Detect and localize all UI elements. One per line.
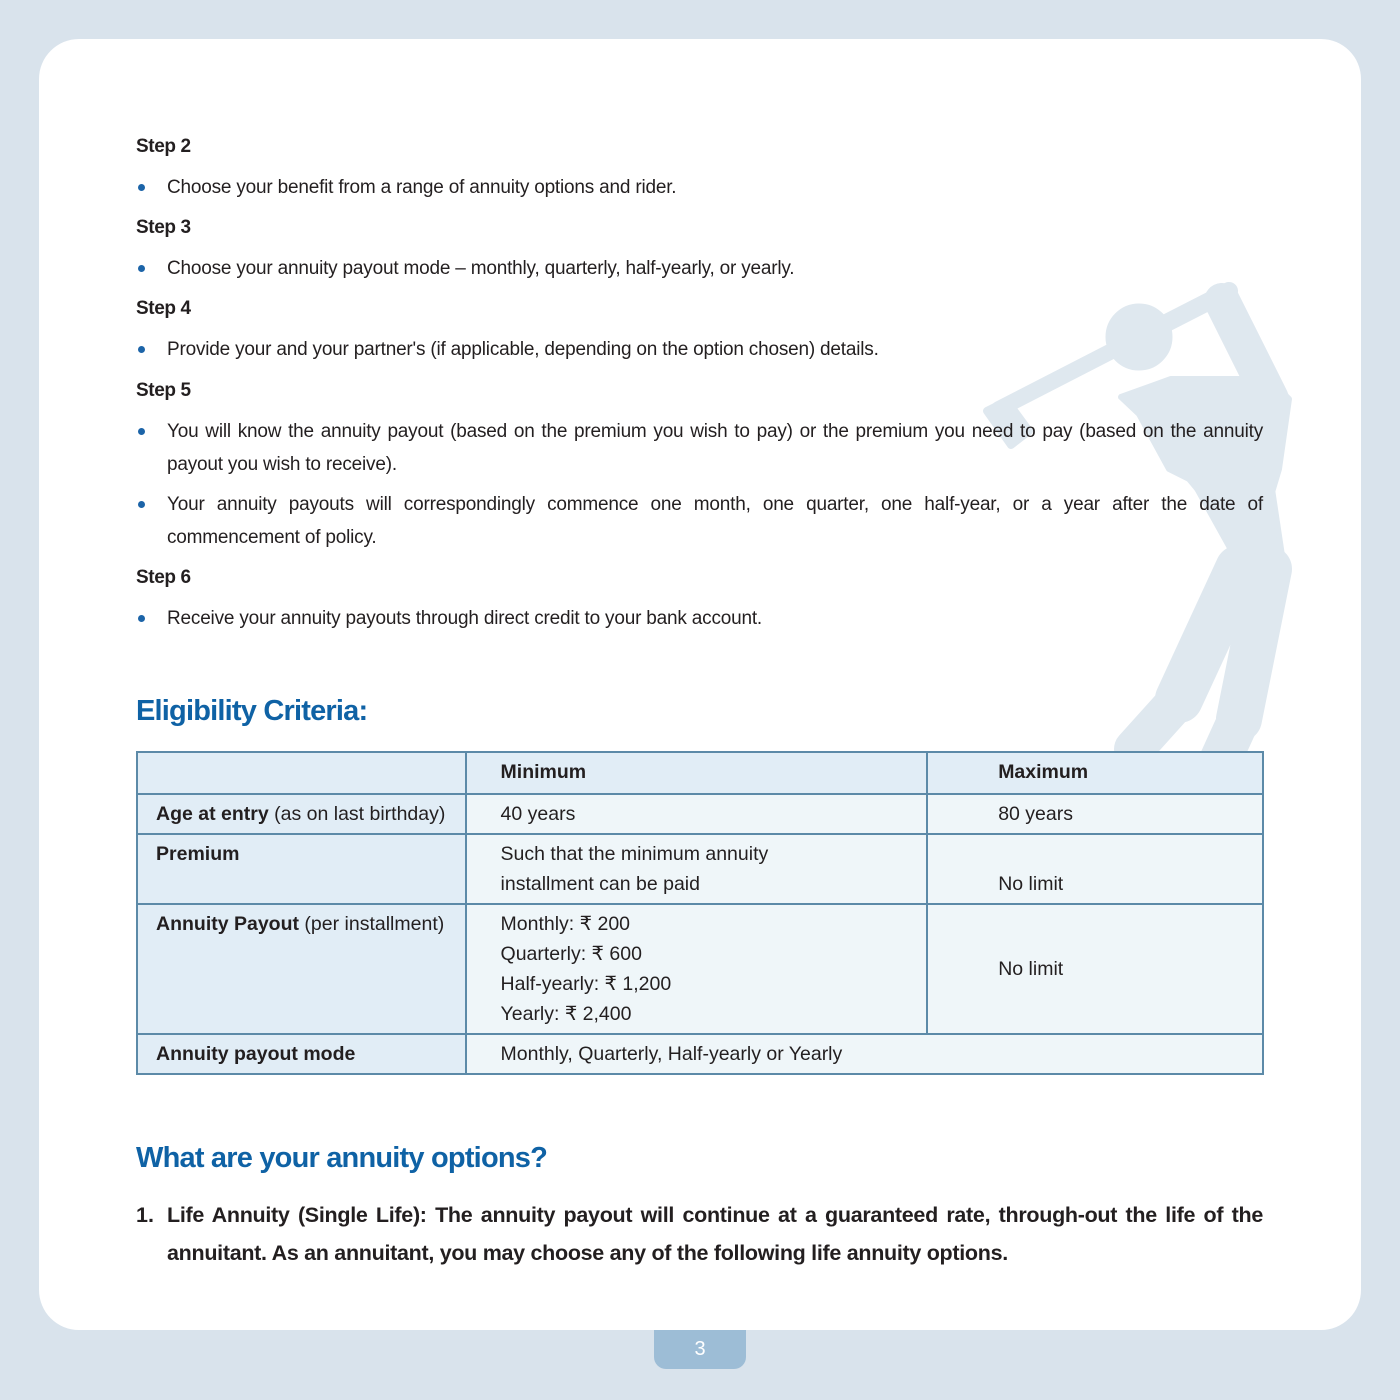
eligibility-title: Eligibility Criteria: bbox=[136, 695, 368, 727]
numbered-list-item: 1. Life Annuity (Single Life): The annuity payout will continue at a guaranteed rate, through-out the life of the annuitant. As an annuitant, you may choose any of the following life annuity options. bbox=[136, 1203, 1263, 1265]
maximum-cell: No limit bbox=[927, 834, 1263, 904]
row-label: Premium bbox=[137, 834, 466, 904]
list-item: Choose your benefit from a range of annuity options and rider. bbox=[136, 171, 1263, 204]
header-cell bbox=[137, 752, 466, 794]
table-header-row bbox=[137, 752, 1263, 794]
table-row bbox=[137, 1034, 1263, 1074]
maximum-cell: No limit bbox=[927, 904, 1263, 1034]
list-item: Receive your annuity payouts through direct credit to your bank account. bbox=[136, 602, 1263, 635]
annuity-options-title: What are your annuity options? bbox=[136, 1142, 548, 1174]
table-row bbox=[137, 794, 1263, 834]
step-heading: Step 5 bbox=[136, 380, 191, 401]
bullet-icon bbox=[138, 501, 145, 508]
list-item: Choose your annuity payout mode – monthly, quarterly, half-yearly, or yearly. bbox=[136, 252, 1263, 285]
row-label: Age at entry (as on last birthday) bbox=[137, 794, 466, 834]
list-item: Provide your and your partner's (if applicable, depending on the option chosen) details. bbox=[136, 333, 1263, 366]
row-label: Annuity Payout (per installment) bbox=[137, 904, 466, 1034]
step-heading: Step 6 bbox=[136, 567, 191, 588]
bullet-icon bbox=[138, 615, 145, 622]
header-cell-minimum: Minimum bbox=[466, 752, 928, 794]
bullet-icon bbox=[138, 265, 145, 272]
minimum-cell: Such that the minimum annuity installment can be paid bbox=[466, 834, 928, 904]
minimum-cell: 40 years bbox=[466, 794, 928, 834]
minimum-cell: Monthly, Quarterly, Half-yearly or Yearly bbox=[466, 1034, 1263, 1074]
list-item: You will know the annuity payout (based on the premium you wish to pay) or the premium you need to pay (based on the annuity payout you wish to receive). bbox=[136, 415, 1263, 481]
step-heading: Step 4 bbox=[136, 298, 191, 319]
bullet-icon bbox=[138, 184, 145, 191]
table-row bbox=[137, 834, 1263, 904]
step-heading: Step 2 bbox=[136, 136, 191, 157]
step-heading: Step 3 bbox=[136, 217, 191, 238]
page-number: 3 bbox=[654, 1330, 746, 1369]
bullet-icon bbox=[138, 346, 145, 353]
row-label: Annuity payout mode bbox=[137, 1034, 466, 1074]
minimum-cell: Monthly: ₹ 200 Quarterly: ₹ 600 Half-yearly: ₹ 1,200 Yearly: ₹ 2,400 bbox=[466, 904, 928, 1034]
list-item: Your annuity payouts will correspondingly commence one month, one quarter, one half-year, or a year after the date of commencement of policy. bbox=[136, 488, 1263, 554]
bullet-icon bbox=[138, 428, 145, 435]
header-cell-maximum: Maximum bbox=[927, 752, 1263, 794]
maximum-cell: 80 years bbox=[927, 794, 1263, 834]
table-row bbox=[137, 904, 1263, 1034]
eligibility-table bbox=[136, 751, 1264, 1075]
page-card bbox=[39, 39, 1361, 1330]
